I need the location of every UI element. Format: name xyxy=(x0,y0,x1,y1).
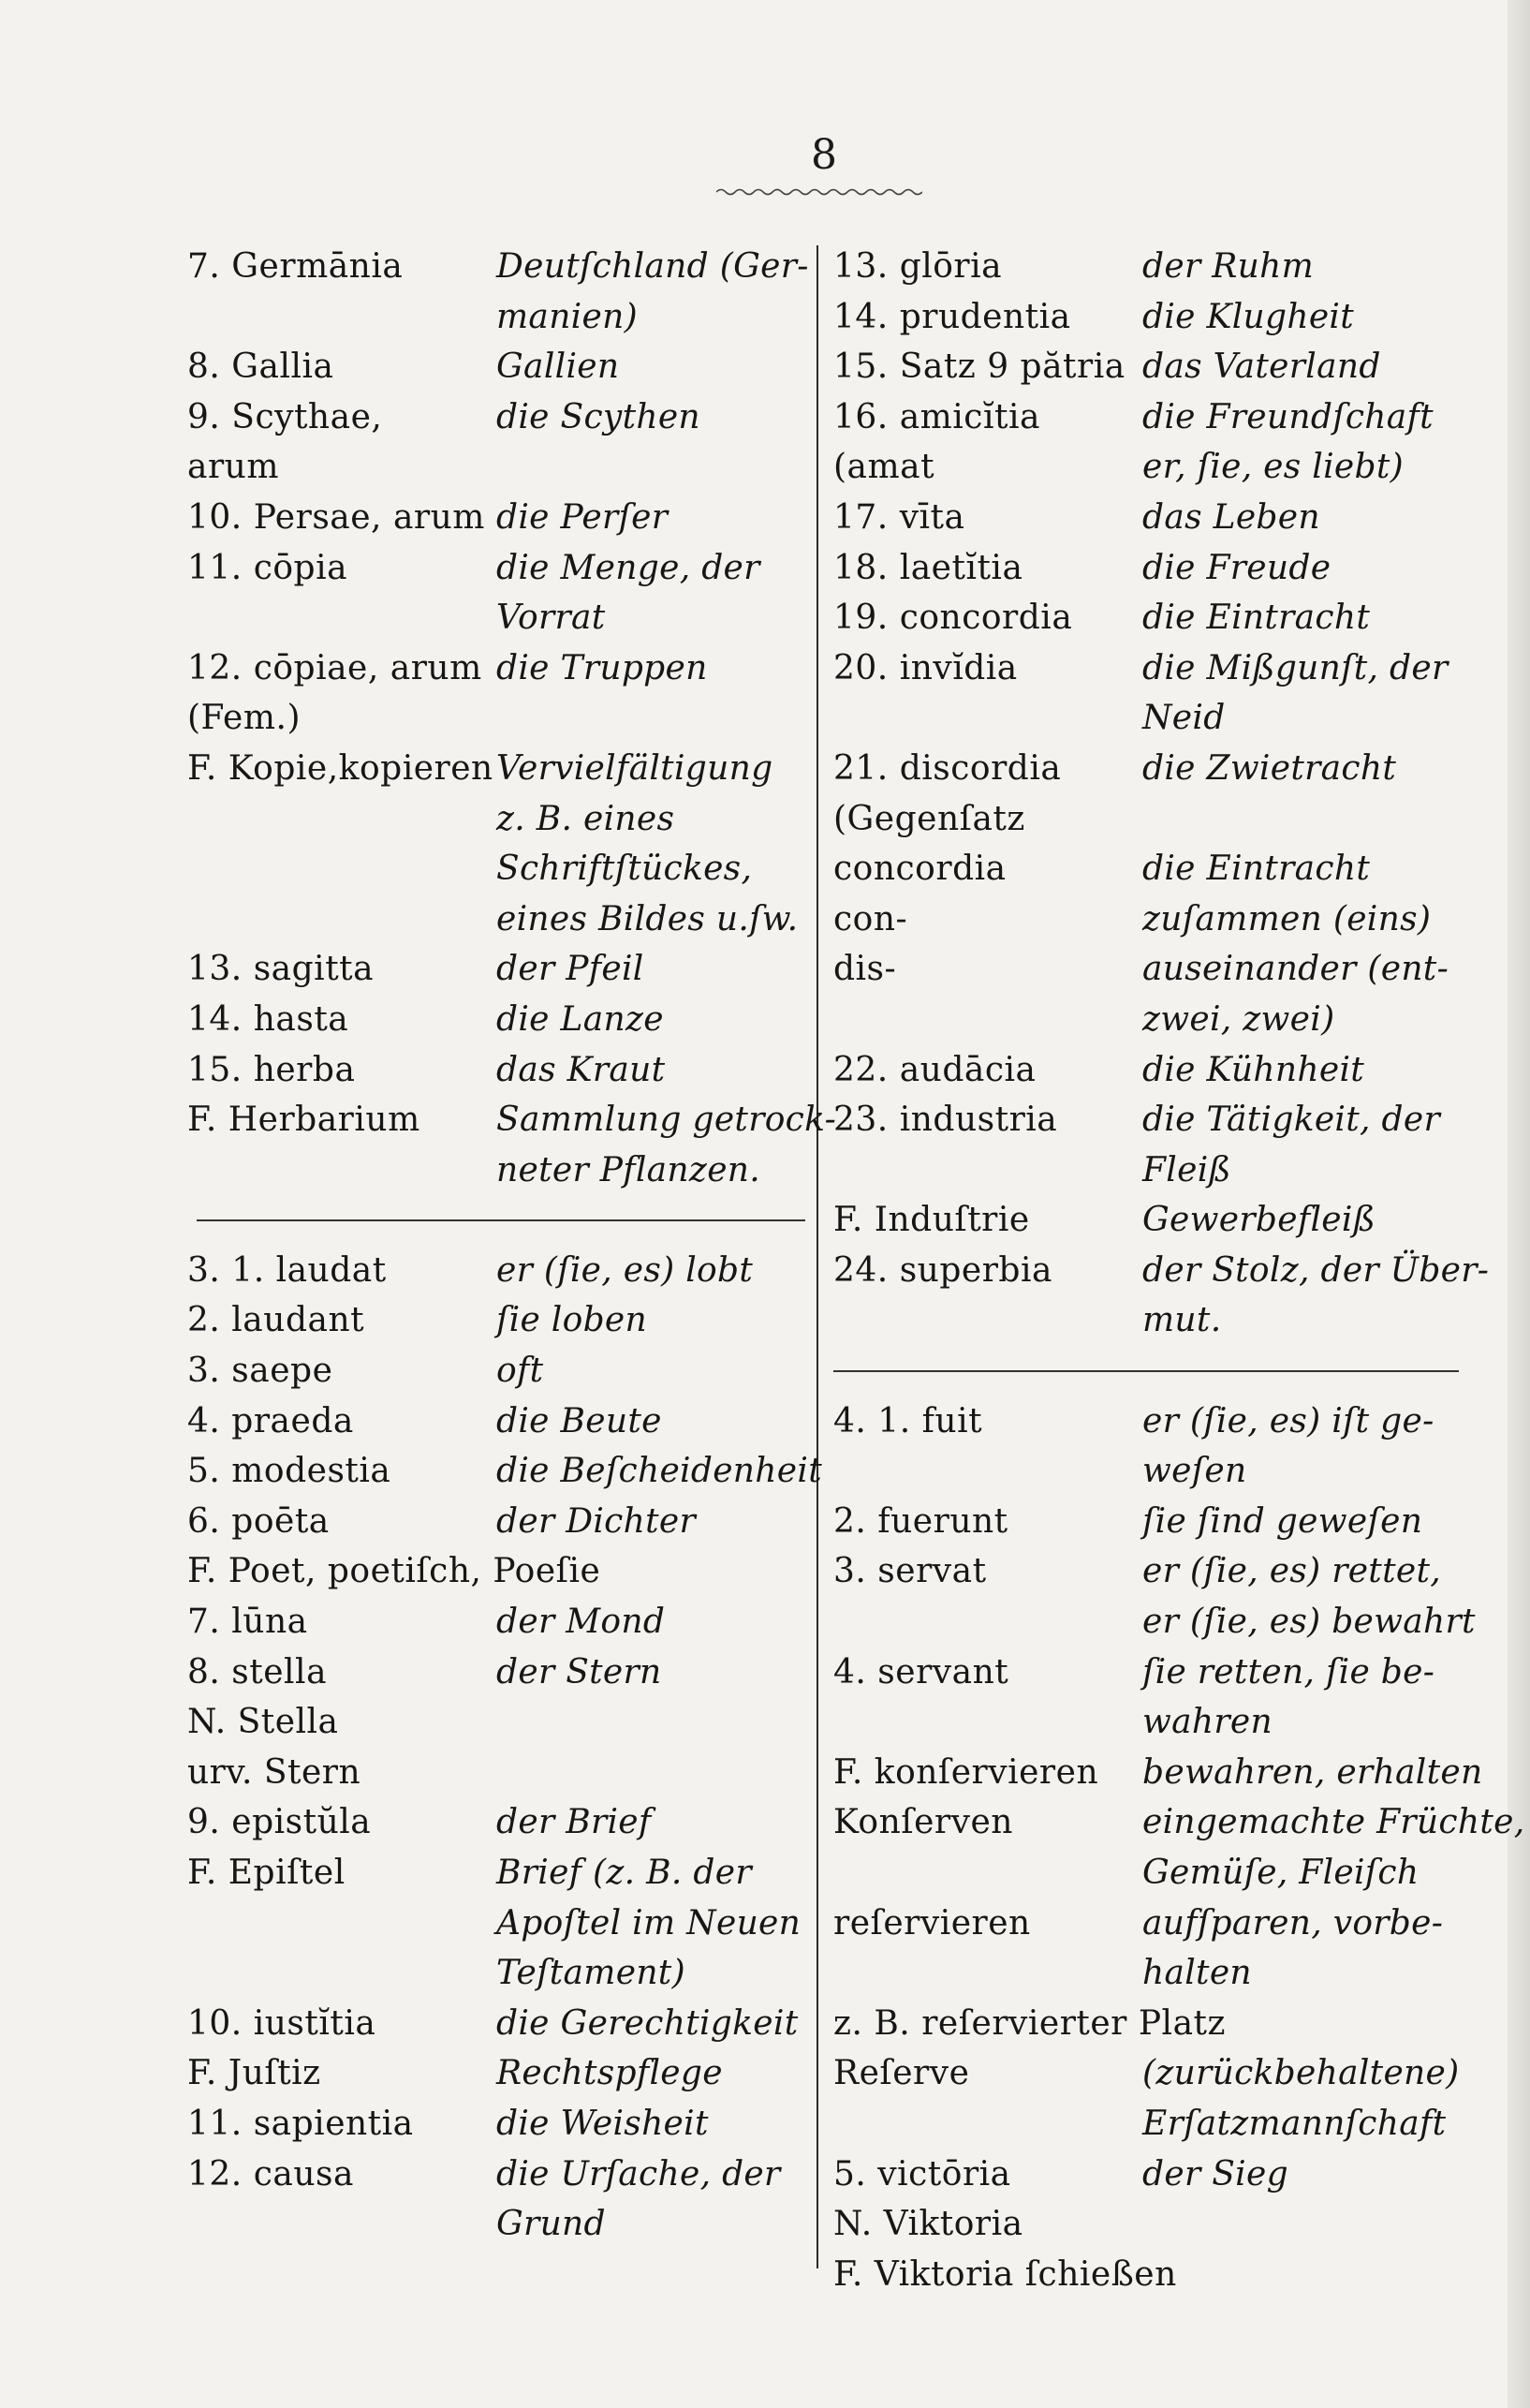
section-rule xyxy=(833,1346,1451,1396)
latin-term: 6. poēta xyxy=(187,1501,330,1541)
page-number: 8 xyxy=(811,131,837,179)
vocab-row xyxy=(187,342,805,392)
vocab-row xyxy=(187,1999,805,2049)
latin-term: Reſerve xyxy=(833,2054,970,2093)
latin-term: 14. prudentia xyxy=(833,297,1071,336)
vocab-row xyxy=(187,944,805,995)
german-translation: zuſammen (eins) xyxy=(1142,899,1432,938)
vocab-row xyxy=(833,1145,1451,1196)
german-translation: eines Bildes u.ſw. xyxy=(496,899,799,938)
german-translation: manien) xyxy=(496,297,638,336)
german-translation: mut. xyxy=(1142,1301,1222,1340)
latin-term: 3. 1. laudat xyxy=(187,1250,387,1290)
latin-term: 7. lūna xyxy=(187,1603,308,1642)
latin-term: 11. cōpia xyxy=(187,548,348,587)
latin-term: concordia xyxy=(833,849,1007,889)
vocab-row xyxy=(187,794,805,845)
latin-term: reſervieren xyxy=(833,1903,1031,1943)
latin-term: 10. iustĭtia xyxy=(187,2003,376,2043)
vocab-row xyxy=(187,1697,805,1748)
german-translation: Neid xyxy=(1142,699,1226,738)
vocab-row xyxy=(187,242,809,292)
vocab-row xyxy=(833,1948,1451,1999)
vocab-row xyxy=(187,693,805,744)
german-translation: der Stolz, der Über- xyxy=(1142,1250,1490,1290)
vocab-row xyxy=(187,2199,805,2250)
german-translation: Teſtament) xyxy=(496,1954,685,1993)
german-translation: die Gerechtigkeit xyxy=(496,2003,799,2043)
latin-term: F. Induſtrie xyxy=(833,1201,1030,1240)
german-translation: er (ſie, es) iſt ge- xyxy=(1142,1401,1434,1440)
section-rule xyxy=(187,1195,805,1246)
vocab-row xyxy=(833,1497,1451,1547)
latin-term: 22. audācia xyxy=(833,1050,1037,1089)
german-translation: Sammlung getrock- xyxy=(496,1101,837,1140)
vocab-row xyxy=(187,1295,805,1346)
german-translation: der Stern xyxy=(496,1652,662,1692)
latin-term: urv. Stern xyxy=(187,1752,361,1792)
latin-term: N. Viktoria xyxy=(833,2205,1023,2244)
german-translation: das Leben xyxy=(1142,497,1320,537)
german-translation: die Urſache, der xyxy=(496,2154,781,2194)
vocab-row xyxy=(833,2048,1460,2099)
left-column xyxy=(187,242,837,2250)
german-translation: die Zwietracht xyxy=(1142,748,1397,788)
german-translation: neter Pflanzen. xyxy=(496,1150,761,1189)
vocab-row xyxy=(833,493,1451,543)
german-translation: ſie retten, ſie be- xyxy=(1142,1652,1435,1692)
vocab-row xyxy=(187,1948,805,1999)
german-translation: Gewerbefleiß xyxy=(1142,1201,1376,1240)
german-translation: Erſatzmannſchaft xyxy=(1142,2104,1447,2143)
vocab-row xyxy=(833,543,1451,594)
latin-term: (Fem.) xyxy=(187,699,301,738)
vocab-row xyxy=(187,1446,822,1497)
vocab-row xyxy=(187,1898,805,1949)
vocab-row xyxy=(833,392,1451,443)
german-translation: Gallien xyxy=(496,347,620,387)
german-translation: er (ſie, es) lobt xyxy=(496,1250,754,1290)
vocab-row xyxy=(187,2099,805,2149)
german-translation: Brief (z. B. der xyxy=(496,1854,752,1892)
vocab-row xyxy=(833,442,1451,493)
german-translation: wahren xyxy=(1142,1703,1273,1742)
vocab-row xyxy=(833,1848,1451,1898)
latin-term: 18. laetĭtia xyxy=(833,548,1023,587)
latin-term: 20. invĭdia xyxy=(833,648,1018,687)
german-translation: Fleiß xyxy=(1142,1150,1231,1189)
latin-term: 2. laudant xyxy=(187,1301,365,1340)
latin-term: 12. causa xyxy=(187,2154,354,2194)
german-translation: die Klugheit xyxy=(1142,297,1355,336)
german-translation: die Mißgunſt, der xyxy=(1142,648,1449,687)
german-translation: der Dichter xyxy=(496,1501,697,1541)
german-translation: bewahren, erhalten xyxy=(1142,1752,1483,1792)
latin-term: 16. amicĭtia xyxy=(833,397,1040,436)
german-translation: halten xyxy=(1142,1954,1252,1993)
wavy-rule xyxy=(716,185,922,199)
latin-term: 7. Germānia xyxy=(187,247,404,286)
vocab-row xyxy=(187,1748,805,1798)
vocab-row xyxy=(833,1647,1451,1698)
vocab-row xyxy=(187,1597,805,1647)
vocab-row xyxy=(833,794,1451,845)
vocab-row xyxy=(833,342,1451,392)
latin-term: F. Viktoria ſchießen xyxy=(833,2254,1177,2294)
german-translation: er (ſie, es) rettet, xyxy=(1142,1552,1441,1591)
latin-term: 4. praeda xyxy=(187,1401,354,1440)
vocab-row xyxy=(833,894,1451,945)
german-translation: (zurückbehaltene) xyxy=(1142,2054,1460,2093)
german-translation: Deutſchland (Ger- xyxy=(496,247,809,286)
german-translation: die Kühnheit xyxy=(1142,1050,1365,1089)
german-translation: die Truppen xyxy=(496,648,708,687)
vocab-row xyxy=(833,995,1451,1045)
latin-term: 23. industria xyxy=(833,1101,1058,1140)
latin-term: 12. cōpiae, arum xyxy=(187,648,482,687)
latin-term: 8. stella xyxy=(187,1652,328,1692)
german-translation: Vorrat xyxy=(496,598,606,638)
latin-term: 4. 1. fuit xyxy=(833,1401,983,1440)
vocab-row xyxy=(833,844,1451,894)
column-divider xyxy=(816,245,818,2268)
latin-term: F. Kopie,kopieren xyxy=(187,748,493,788)
german-translation: oft xyxy=(496,1352,544,1391)
german-translation: Schriftſtückes, xyxy=(496,849,753,889)
latin-term: (Gegenſatz xyxy=(833,799,1025,838)
vocab-row xyxy=(187,894,805,945)
vocab-row xyxy=(187,1647,805,1698)
vocab-row xyxy=(187,1797,805,1848)
vocab-row xyxy=(833,1195,1451,1246)
latin-term: 14. hasta xyxy=(187,999,349,1039)
vocab-row xyxy=(833,1095,1451,1145)
latin-term: 5. victōria xyxy=(833,2154,1011,2194)
german-translation: die Lanze xyxy=(496,999,664,1039)
vocab-row xyxy=(833,1246,1490,1296)
latin-term: 15. herba xyxy=(187,1050,356,1089)
vocab-row xyxy=(833,1295,1451,1346)
vocab-row xyxy=(187,1145,805,1196)
german-translation: die Eintracht xyxy=(1142,849,1371,889)
german-translation: Gemüſe, Fleiſch xyxy=(1142,1854,1420,1892)
latin-term: 5. modestia xyxy=(187,1452,391,1491)
vocab-row xyxy=(833,1396,1451,1447)
vocab-row xyxy=(833,1546,1451,1597)
latin-term: 11. sapientia xyxy=(187,2104,414,2143)
vocab-row xyxy=(187,1246,805,1296)
german-translation: der Sieg xyxy=(1142,2154,1288,2194)
vocab-row xyxy=(187,593,805,643)
vocab-row xyxy=(833,2250,1451,2300)
vocab-row xyxy=(833,2099,1451,2149)
latin-term: F. Poet, poetiſch, Poeſie xyxy=(187,1552,601,1591)
german-translation: die Menge, der xyxy=(496,548,760,587)
latin-term: 21. discordia xyxy=(833,748,1062,788)
vocab-row xyxy=(187,1497,805,1547)
vocab-row xyxy=(833,1797,1525,1848)
vocab-row xyxy=(187,995,805,1045)
vocab-row xyxy=(187,1346,805,1396)
german-translation: zwei, zwei) xyxy=(1142,999,1335,1039)
german-translation: eingemachte Früchte, xyxy=(1142,1803,1525,1842)
vocab-row xyxy=(833,2199,1451,2250)
german-translation: die Eintracht xyxy=(1142,598,1371,638)
latin-term: 24. superbia xyxy=(833,1250,1052,1290)
german-translation: Grund xyxy=(496,2205,606,2244)
vocab-row xyxy=(187,744,805,794)
right-column xyxy=(833,242,1525,2299)
vocab-row xyxy=(833,2149,1451,2200)
german-translation: das Kraut xyxy=(496,1050,666,1089)
vocab-row xyxy=(187,844,805,894)
latin-term: 4. servant xyxy=(833,1652,1009,1692)
german-translation: das Vaterland xyxy=(1142,347,1381,387)
german-translation: die Beſcheidenheit xyxy=(496,1452,822,1491)
german-translation: Vervielfältigung xyxy=(496,748,773,788)
vocab-row xyxy=(187,292,805,343)
latin-term: 9. Scythae, xyxy=(187,397,383,436)
page-edge-shadow xyxy=(1508,0,1530,2408)
latin-term: (amat xyxy=(833,448,935,487)
vocab-row xyxy=(833,242,1451,292)
german-translation: der Mond xyxy=(496,1603,666,1642)
latin-term: 13. glōria xyxy=(833,247,1003,286)
german-translation: die Scythen xyxy=(496,397,700,436)
vocab-row xyxy=(187,643,805,694)
vocab-row xyxy=(833,1446,1451,1497)
german-translation: der Brief xyxy=(496,1803,652,1842)
german-translation: die Freundſchaft xyxy=(1142,397,1434,436)
vocab-row xyxy=(187,493,805,543)
vocab-row xyxy=(833,1045,1451,1096)
latin-term: F. Juſtiz xyxy=(187,2054,321,2093)
german-translation: der Ruhm xyxy=(1142,247,1315,286)
vocab-row xyxy=(187,392,805,443)
vocab-row xyxy=(833,1898,1451,1949)
vocab-row xyxy=(187,1095,837,1145)
vocab-row xyxy=(833,744,1451,794)
latin-term: 13. sagitta xyxy=(187,950,375,989)
latin-term: 17. vīta xyxy=(833,497,965,537)
latin-term: z. B. reſervierter Platz xyxy=(833,2003,1226,2043)
vocab-row xyxy=(187,543,805,594)
latin-term: 3. saepe xyxy=(187,1352,333,1391)
latin-term: 15. Satz 9 pătria xyxy=(833,347,1125,387)
latin-term: 2. fuerunt xyxy=(833,1501,1008,1541)
vocab-row xyxy=(187,1396,805,1447)
vocab-row xyxy=(833,1748,1483,1798)
latin-term: N. Stella xyxy=(187,1703,339,1742)
german-translation: aufſparen, vorbe- xyxy=(1142,1903,1444,1943)
german-translation: die Freude xyxy=(1142,548,1331,587)
german-translation: auseinander (ent- xyxy=(1142,950,1449,989)
latin-term: F. konſervieren xyxy=(833,1752,1099,1792)
vocab-row xyxy=(833,292,1451,343)
german-translation: z. B. eines xyxy=(496,799,675,838)
german-translation: die Tätigkeit, der xyxy=(1142,1101,1440,1140)
vocab-row xyxy=(833,1697,1451,1748)
latin-term: F. Epiſtel xyxy=(187,1854,346,1892)
latin-term: con- xyxy=(833,899,908,938)
vocab-row xyxy=(833,944,1451,995)
german-translation: der Pfeil xyxy=(496,950,644,989)
vocab-row xyxy=(187,1848,805,1898)
vocab-row xyxy=(833,693,1451,744)
latin-term: 3. servat xyxy=(833,1552,987,1591)
vocab-row xyxy=(187,2048,805,2099)
german-translation: weſen xyxy=(1142,1452,1247,1491)
latin-term: arum xyxy=(187,448,279,487)
latin-term: Konſerven xyxy=(833,1803,1013,1842)
german-translation: Rechtspflege xyxy=(496,2054,723,2093)
german-translation: die Beute xyxy=(496,1401,662,1440)
german-translation: ſie ſind geweſen xyxy=(1142,1501,1423,1541)
latin-term: 10. Persae, arum xyxy=(187,497,485,537)
german-translation: Apoſtel im Neuen xyxy=(496,1903,802,1943)
vocab-row xyxy=(187,1045,805,1096)
latin-term: F. Herbarium xyxy=(187,1101,420,1140)
german-translation: er, ſie, es liebt) xyxy=(1142,448,1404,487)
vocab-row xyxy=(833,643,1451,694)
vocab-row xyxy=(187,442,805,493)
latin-term: 8. Gallia xyxy=(187,347,334,387)
vocab-row xyxy=(187,2149,805,2200)
german-translation: er (ſie, es) bewahrt xyxy=(1142,1603,1476,1642)
latin-term: 19. concordia xyxy=(833,598,1073,638)
vocab-row xyxy=(833,1597,1476,1647)
german-translation: ſie loben xyxy=(496,1301,648,1340)
latin-term: 9. epistŭla xyxy=(187,1803,372,1842)
vocab-row xyxy=(833,593,1451,643)
vocab-row xyxy=(833,1999,1451,2049)
german-translation: die Weisheit xyxy=(496,2104,709,2143)
german-translation: die Perſer xyxy=(496,497,669,537)
latin-term: dis- xyxy=(833,950,897,989)
vocab-row xyxy=(187,1546,805,1597)
